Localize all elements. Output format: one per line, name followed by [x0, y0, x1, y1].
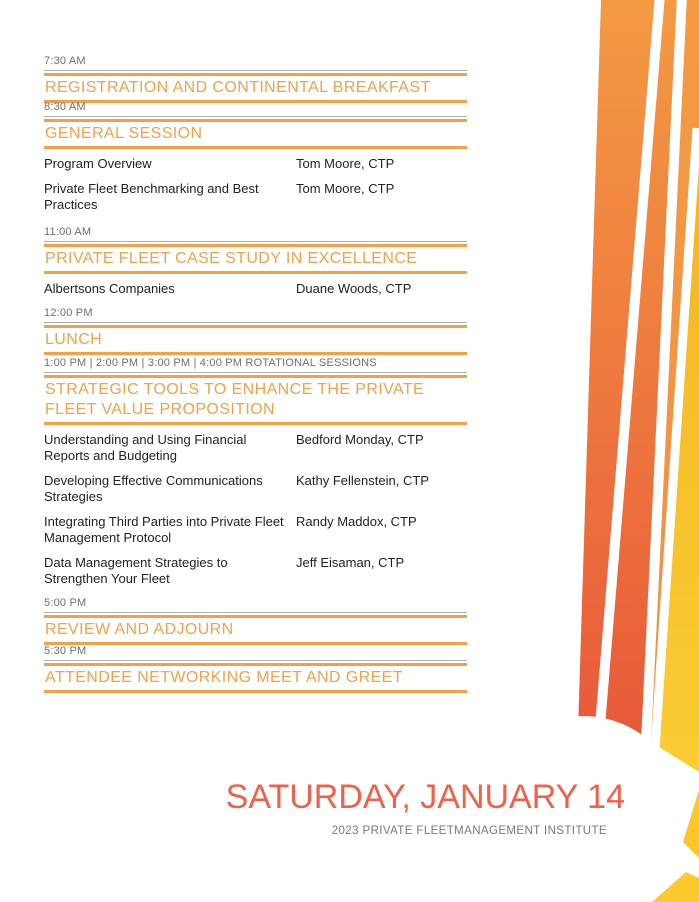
session-row: [44, 432, 467, 464]
session-row: [44, 555, 467, 587]
session-list: [44, 156, 467, 213]
footer-date-title: SATURDAY, JANUARY 14: [225, 778, 625, 816]
section-title: ATTENDEE NETWORKING MEET AND GREET: [45, 669, 403, 686]
schedule-section: [44, 307, 467, 355]
schedule-section: [44, 101, 467, 222]
session-speaker: Randy Maddox, CTP: [296, 514, 417, 529]
section-time: 11:00 AM: [44, 226, 467, 242]
session-speaker: Tom Moore, CTP: [296, 156, 395, 171]
session-topic: Understanding and Using Financial Reports and Budgeting: [44, 432, 247, 463]
session-list: [44, 432, 467, 587]
section-time: 7:30 AM: [44, 55, 467, 71]
schedule-section: [44, 597, 467, 645]
section-title: GENERAL SESSION: [45, 125, 203, 142]
session-topic: Albertsons Companies: [44, 281, 175, 296]
section-title: PRIVATE FLEET CASE STUDY IN EXCELLENCE: [45, 250, 418, 267]
session-speaker: Bedford Monday, CTP: [296, 432, 424, 447]
session-row: [44, 156, 467, 172]
section-rule-bottom: [44, 690, 467, 693]
session-row: [44, 281, 467, 297]
section-title: STRATEGIC TOOLS TO ENHANCE THE PRIVATE FLEET VALUE PROPOSITION: [45, 381, 425, 418]
session-list: [44, 281, 467, 297]
footer-subtitle: 2023 PRIVATE FLEETMANAGEMENT INSTITUTE: [331, 825, 607, 837]
session-topic: Developing Effective Communications Strategies: [44, 473, 263, 504]
session-row: [44, 181, 467, 213]
section-rule-bottom: [44, 352, 467, 355]
session-topic: Integrating Third Parties into Private Fleet Management Protocol: [44, 514, 284, 545]
section-title: REGISTRATION AND CONTINENTAL BREAKFAST: [45, 79, 431, 96]
session-speaker: Duane Woods, CTP: [296, 281, 412, 296]
session-topic: Private Fleet Benchmarking and Best Practices: [44, 181, 259, 212]
section-title: REVIEW AND ADJOURN: [45, 621, 234, 638]
section-rule-bottom: [44, 422, 467, 425]
session-topic: Data Management Strategies to Strengthen Your Fleet: [44, 555, 228, 586]
schedule-section: [44, 55, 467, 103]
session-row: [44, 473, 467, 505]
section-time: 12:00 PM: [44, 307, 467, 323]
section-time: 8:30 AM: [44, 101, 467, 117]
schedule-section: [44, 645, 467, 693]
session-speaker: Jeff Eisaman, CTP: [296, 555, 405, 570]
session-speaker: Tom Moore, CTP: [296, 181, 395, 196]
session-speaker: Kathy Fellenstein, CTP: [296, 473, 429, 488]
schedule-section: [44, 226, 467, 306]
section-time: 1:00 PM | 2:00 PM | 3:00 PM | 4:00 PM ROTATIONAL SESSIONS: [44, 357, 467, 373]
schedule-section: [44, 357, 467, 596]
session-topic: Program Overview: [44, 156, 152, 171]
section-time: 5:00 PM: [44, 597, 467, 613]
section-title: LUNCH: [45, 331, 103, 348]
section-rule-bottom: [44, 271, 467, 274]
section-time: 5:30 PM: [44, 645, 467, 661]
session-row: [44, 514, 467, 546]
section-rule-bottom: [44, 146, 467, 149]
